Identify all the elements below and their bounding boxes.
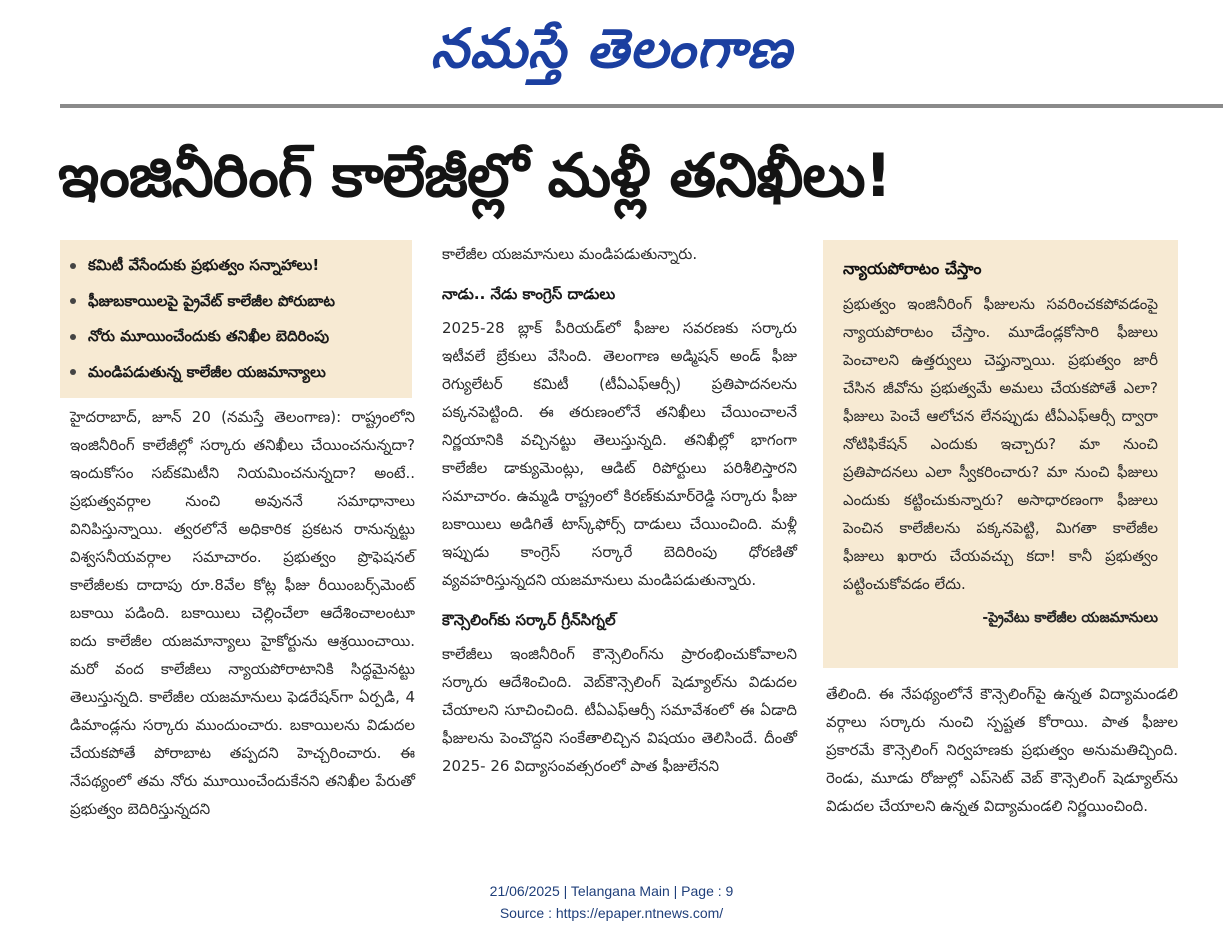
sidebar-body: ప్రభుత్వం ఇంజినీరింగ్ ఫీజులను సవరించకపోవడంపై న్యాయపోరాటం చేస్తాం. మూడేండ్లకోసారి ఫీజులు పెంచాలని ఉత్తర్వులు చెప్తున్నాయి. ప్రభుత్వం జారీ చేసిన జీవోను ప్రభుత్వమే అమలు చేయకపోతే ఎలా? ఫీజులు పెంచే ఆలోచన లేనప్పుడు టీఏఎఫ్‌ఆర్సీ ద్వారా నోటిఫికేషన్ ఎందుకు ఇచ్చారు? మా నుంచి ప్రతిపాదనలు ఎలా స్వీకరించారు? మా నుంచి ఫీజులు ఎందుకు కట్టించుకున్నారు? అసాధారణంగా ఫీజులు పెంచిన కాలేజీలను పక్కనపెట్టి, మిగతా కాలేజీల ఫీజులు ఖరారు చేయవచ్చు కదా! కానీ ప్రభుత్వం పట్టించుకోవడం లేదు. (843, 295, 1158, 593)
highlights-box (60, 240, 412, 398)
highlight-item: కమిటీ వేసేందుకు ప్రభుత్వం సన్నాహాలు! (70, 248, 402, 284)
subheading: నాడు.. నేడు కాంగ్రెస్ దాడులు (442, 285, 616, 303)
page-footer (0, 880, 1223, 924)
article-column-3 (826, 680, 1178, 820)
bullet-icon (70, 334, 76, 340)
highlight-item: ఫీజుబకాయిలపై ప్రైవేట్ కాలేజీల పోరుబాట (70, 284, 402, 320)
subheading: కౌన్సెలింగ్‌కు సర్కార్ గ్రీన్‌సిగ్నల్ (442, 611, 616, 629)
source-link[interactable]: Source : https://epaper.ntnews.com/ (499, 905, 724, 921)
article-paragraph: తేలింది. ఈ నేపథ్యంలోనే కౌన్సెలింగ్‌పై ఉన్నత విద్యామండలి వర్గాలు సర్కారు నుంచి స్పష్టత కోరాయి. పాత ఫీజుల ప్రకారమే కౌన్సెలింగ్ నిర్వహణకు ప్రభుత్వం అనుమతిచ్చింది. రెండు, మూడు రోజుల్లో ఎప్‌సెట్ వెబ్ కౌన్సెలింగ్ షెడ్యూల్‌ను విడుదల చేయాలని ఉన్నత విద్యామండలి నిర్ణయించింది. (826, 685, 1178, 815)
highlight-item: నోరు మూయించేందుకు తనిఖీల బెదిరింపు (70, 319, 402, 355)
sidebar-title: న్యాయపోరాటం చేస్తాం (843, 259, 982, 278)
bullet-icon (70, 298, 76, 304)
bullet-icon (70, 369, 76, 375)
article-paragraph: కాలేజీలు ఇంజినీరింగ్ కౌన్సెలింగ్‌ను ప్రారంభించుకోవాలని సర్కారు ఆదేశించింది. వెబ్‌కౌన్సెలింగ్ షెడ్యూల్‌ను విడుదల చేయాలని సూచించింది. టీఏఎఫ్‌ఆర్సీ సమావేశంలో ఈ ఏడాది ఫీజులను పెంచొద్దని సంకేతాలిచ్చిన విషయం తెలిసిందే. దీంతో 2025- 26 విద్యాసంవత్సరంలో పాత ఫీజులేనని (442, 645, 797, 775)
newspaper-masthead: నమస్తే తెలంగాణ (430, 16, 793, 80)
article-paragraph: హైదరాబాద్, జూన్ 20 (నమస్తే తెలంగాణ): రాష్ట్రంలోని ఇంజినీరింగ్ కాలేజీల్లో సర్కారు తనిఖీలు చేయించనున్నదా? ఇందుకోసం సబ్‌కమిటీని నియమించనున్నదా? అంటే.. ప్రభుత్వవర్గాల నుంచి అవుననే సమాధానాలు వినిపిస్తున్నాయి. త్వరలోనే అధికారిక ప్రకటన రానున్నట్టు విశ్వసనీయవర్గాల సమాచారం. ప్రభుత్వం ప్రొఫెషనల్ కాలేజీలకు దాదాపు రూ.8వేల కోట్ల ఫీజు రీయింబర్స్‌మెంట్ బకాయి పడింది. బకాయిలు చెల్లించేలా ఆదేశించాలంటూ ఐదు కాలేజీల యజమాన్యాలు హైకోర్టును ఆశ్రయించాయి. మరో వంద కాలేజీలు న్యాయపోరాటానికి సిద్ధమైనట్టు తెలుస్తున్నది. కాలేజీల యజమానులు ఫెడరేషన్‌గా ఏర్పడి, 4 డిమాండ్లను సర్కారు ముందుంచారు. బకాయిలను విడుదల చేయకపోతే పోరాబాట తప్పదని హెచ్చరించారు. ఈ నేపథ్యంలో తమ నోరు మూయించేందుకేనని తనిఖీల పేరుతో ప్రభుత్వం బెదిరిస్తున్నదని (70, 408, 415, 818)
sidebar-signature: -ప్రైవేటు కాలేజీల యజమానులు (982, 610, 1158, 626)
masthead-rule (60, 104, 1223, 108)
quote-sidebar (823, 240, 1178, 668)
bullet-icon (70, 263, 76, 269)
headline: ఇంజినీరింగ్ కాలేజీల్లో మళ్లీ తనిఖీలు! (58, 141, 892, 211)
article-column-1 (70, 403, 415, 823)
article-column-2 (442, 240, 797, 780)
article-paragraph: కాలేజీల యజమానులు మండిపడుతున్నారు. (442, 245, 698, 263)
article-paragraph: 2025-28 బ్లాక్ పీరియడ్‌లో ఫీజుల సవరణకు సర్కారు ఇటీవలే బ్రేకులు వేసింది. తెలంగాణ అడ్మిషన్ అండ్ ఫీజు రెగ్యులేటర్ కమిటీ (టీఏఎఫ్‌ఆర్సీ) ప్రతిపాదనలను పక్కనపెట్టింది. ఈ తరుణంలోనే తనిఖీలు చేయించాలనే నిర్ణయానికి వచ్చినట్టు తెలుస్తున్నది. తనిఖీల్లో భాగంగా కాలేజీల డాక్యుమెంట్లు, ఆడిట్ రిపోర్టులు పరిశీలిస్తారని సమాచారం. ఉమ్మడి రాష్ట్రంలో కిరణ్‌కుమార్‌రెడ్డి సర్కారు ఫీజు బకాయిలు అడిగితే టాస్క్‌ఫోర్స్ దాడులు చేయించింది. మళ్లీ ఇప్పుడు కాంగ్రెస్ సర్కారే బెదిరింపు ధోరణితో వ్యవహరిస్తున్నదని యజమానులు మండిపడుతున్నారు. (442, 319, 797, 589)
highlight-item: మండిపడుతున్న కాలేజీల యజమాన్యాలు (70, 355, 402, 391)
edition-info: 21/06/2025 | Telangana Main | Page : 9 (489, 883, 734, 899)
